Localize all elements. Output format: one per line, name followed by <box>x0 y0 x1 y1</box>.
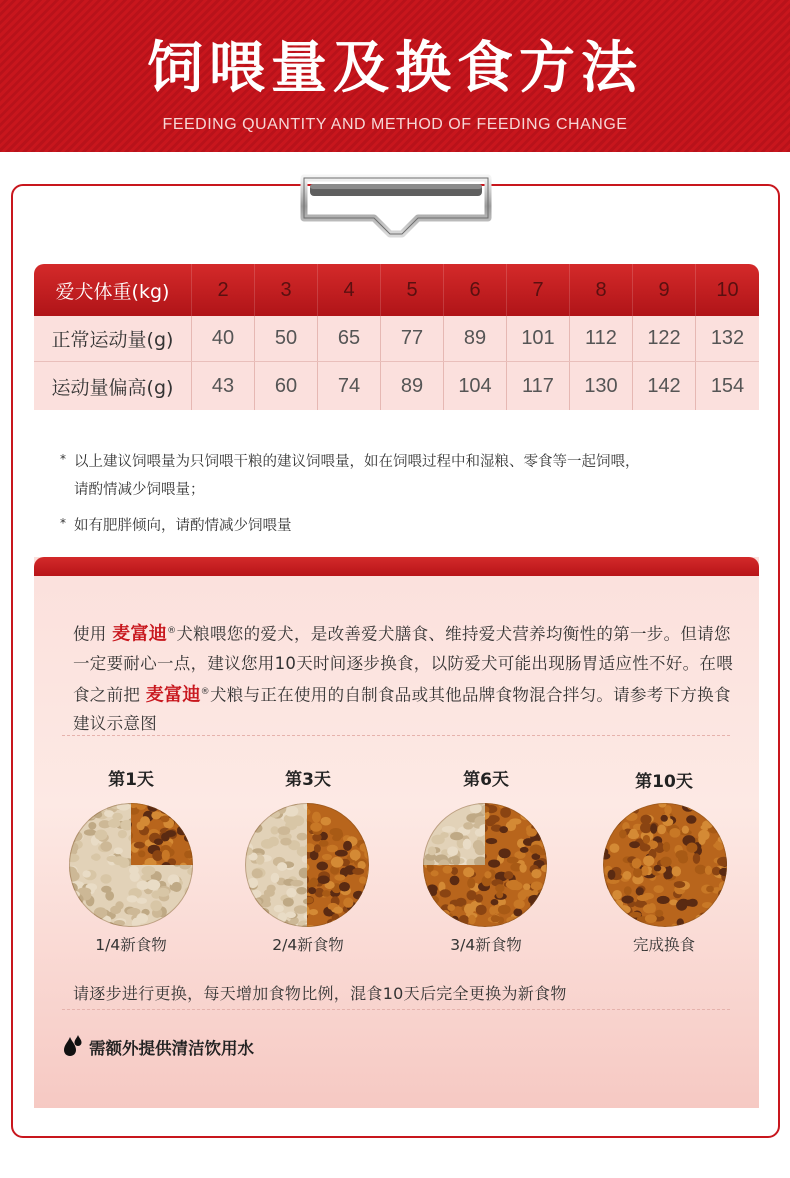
intro-text: 使用 <box>73 624 113 644</box>
table-cell: 130 <box>570 362 633 410</box>
day-title-6 <box>416 765 556 790</box>
weight-cell: 8 <box>570 264 633 316</box>
weight-cell: 5 <box>381 264 444 316</box>
table-cell: 60 <box>255 362 318 410</box>
weight-header: 爱犬体重(kg) <box>34 264 192 316</box>
day-label: 1/4新食物 <box>95 936 167 954</box>
intro-paragraph <box>73 617 733 738</box>
weight-cell: 3 <box>255 264 318 316</box>
water-drop-icon <box>63 1034 83 1060</box>
table-cell: 154 <box>710 374 745 397</box>
note-text: 如有肥胖倾向，请酌情减少饲喂量 <box>74 518 292 534</box>
weight-cell: 6 <box>444 264 507 316</box>
day-label: 2/4新食物 <box>272 936 344 954</box>
table-header-row <box>34 264 759 316</box>
note-star: * <box>60 452 66 466</box>
feeding-notes <box>60 448 750 540</box>
table-cell: 50 <box>255 316 318 361</box>
table-cell: 132 <box>710 327 745 349</box>
page-title: 饲喂量及换食方法 <box>147 36 643 101</box>
table-cell: 89 <box>444 316 507 361</box>
table-cell: 117 <box>507 362 570 410</box>
water-note <box>63 1034 254 1060</box>
intro-text: 犬粮与正在使用的自制食品或其他品牌食物混合拌匀。请参考下方换食建议示意图 <box>73 685 731 733</box>
weight-cell: 4 <box>318 264 381 316</box>
table-row <box>34 316 759 362</box>
registered-mark: ® <box>200 686 210 697</box>
day-title-3 <box>238 765 378 790</box>
table-cell: 74 <box>318 362 381 410</box>
weight-cell: 7 <box>507 264 570 316</box>
brand-name: 麦富迪 <box>112 623 168 645</box>
table-cell: 112 <box>570 316 633 361</box>
table-cell: 40 <box>192 316 255 361</box>
table-cell: 77 <box>381 316 444 361</box>
intro-text: 犬粮喂您的爱犬，是改善爱犬膳食、维持爱犬营养均衡性的第一步。但请您一定要耐心一点，建议您用10天时间逐步换食，以防爱犬可能出现肠胃适应性不好。在喂食之前把 <box>73 624 733 704</box>
feeding-table <box>34 264 759 410</box>
page-subtitle: FEEDING QUANTITY AND METHOD OF FEEDING CHANGE <box>162 116 628 133</box>
table-cell: 101 <box>507 316 570 361</box>
table-cell: 43 <box>192 362 255 410</box>
table-cell: 89 <box>381 362 444 410</box>
note-text: 以上建议饲喂量为只饲喂干粮的建议饲喂量，如在饲喂过程中和湿粮、零食等一起饲喂， <box>74 454 640 470</box>
row-label: 运动量偏高(g) <box>34 362 192 410</box>
note-star: * <box>60 516 66 530</box>
day-title: 第1天 <box>108 770 154 790</box>
dashed-divider <box>62 1009 730 1010</box>
weight-cell: 10 <box>716 278 739 301</box>
row-label: 正常运动量(g) <box>34 316 192 361</box>
day-title: 第3天 <box>285 770 331 790</box>
table-cell: 142 <box>633 362 696 410</box>
weight-cell: 2 <box>192 264 255 316</box>
day-label: 完成换食 <box>632 936 695 954</box>
food-mix-bowl-icon <box>601 801 729 929</box>
food-mix-bowl-icon <box>67 801 195 929</box>
dashed-divider <box>62 735 730 736</box>
note-item <box>60 448 750 504</box>
panel-top-bar <box>34 557 759 576</box>
table-cell: 104 <box>444 362 507 410</box>
page-header <box>0 0 790 152</box>
water-note-text: 需额外提供清洁饮用水 <box>89 1039 254 1058</box>
clipboard-clip-icon <box>298 174 494 240</box>
table-cell: 65 <box>318 316 381 361</box>
registered-mark: ® <box>167 626 177 636</box>
note-item <box>60 512 750 540</box>
note-text: 请酌情减少饲喂量； <box>74 482 205 498</box>
food-mix-bowl-icon <box>421 801 549 929</box>
food-mix-bowl-icon <box>243 801 371 929</box>
table-row <box>34 362 759 410</box>
weight-cell: 9 <box>633 264 696 316</box>
day-title: 第6天 <box>463 770 509 790</box>
brand-name: 麦富迪 <box>145 684 201 705</box>
day-title-10 <box>594 767 734 792</box>
day-title-1 <box>61 765 201 790</box>
day-label: 3/4新食物 <box>450 936 522 954</box>
table-cell: 122 <box>633 316 696 361</box>
feeding-change-panel <box>34 557 759 1108</box>
change-tip: 请逐步进行更换，每天增加食物比例，混食10天后完全更换为新食物 <box>73 984 567 1003</box>
day-title: 第10天 <box>635 772 693 792</box>
